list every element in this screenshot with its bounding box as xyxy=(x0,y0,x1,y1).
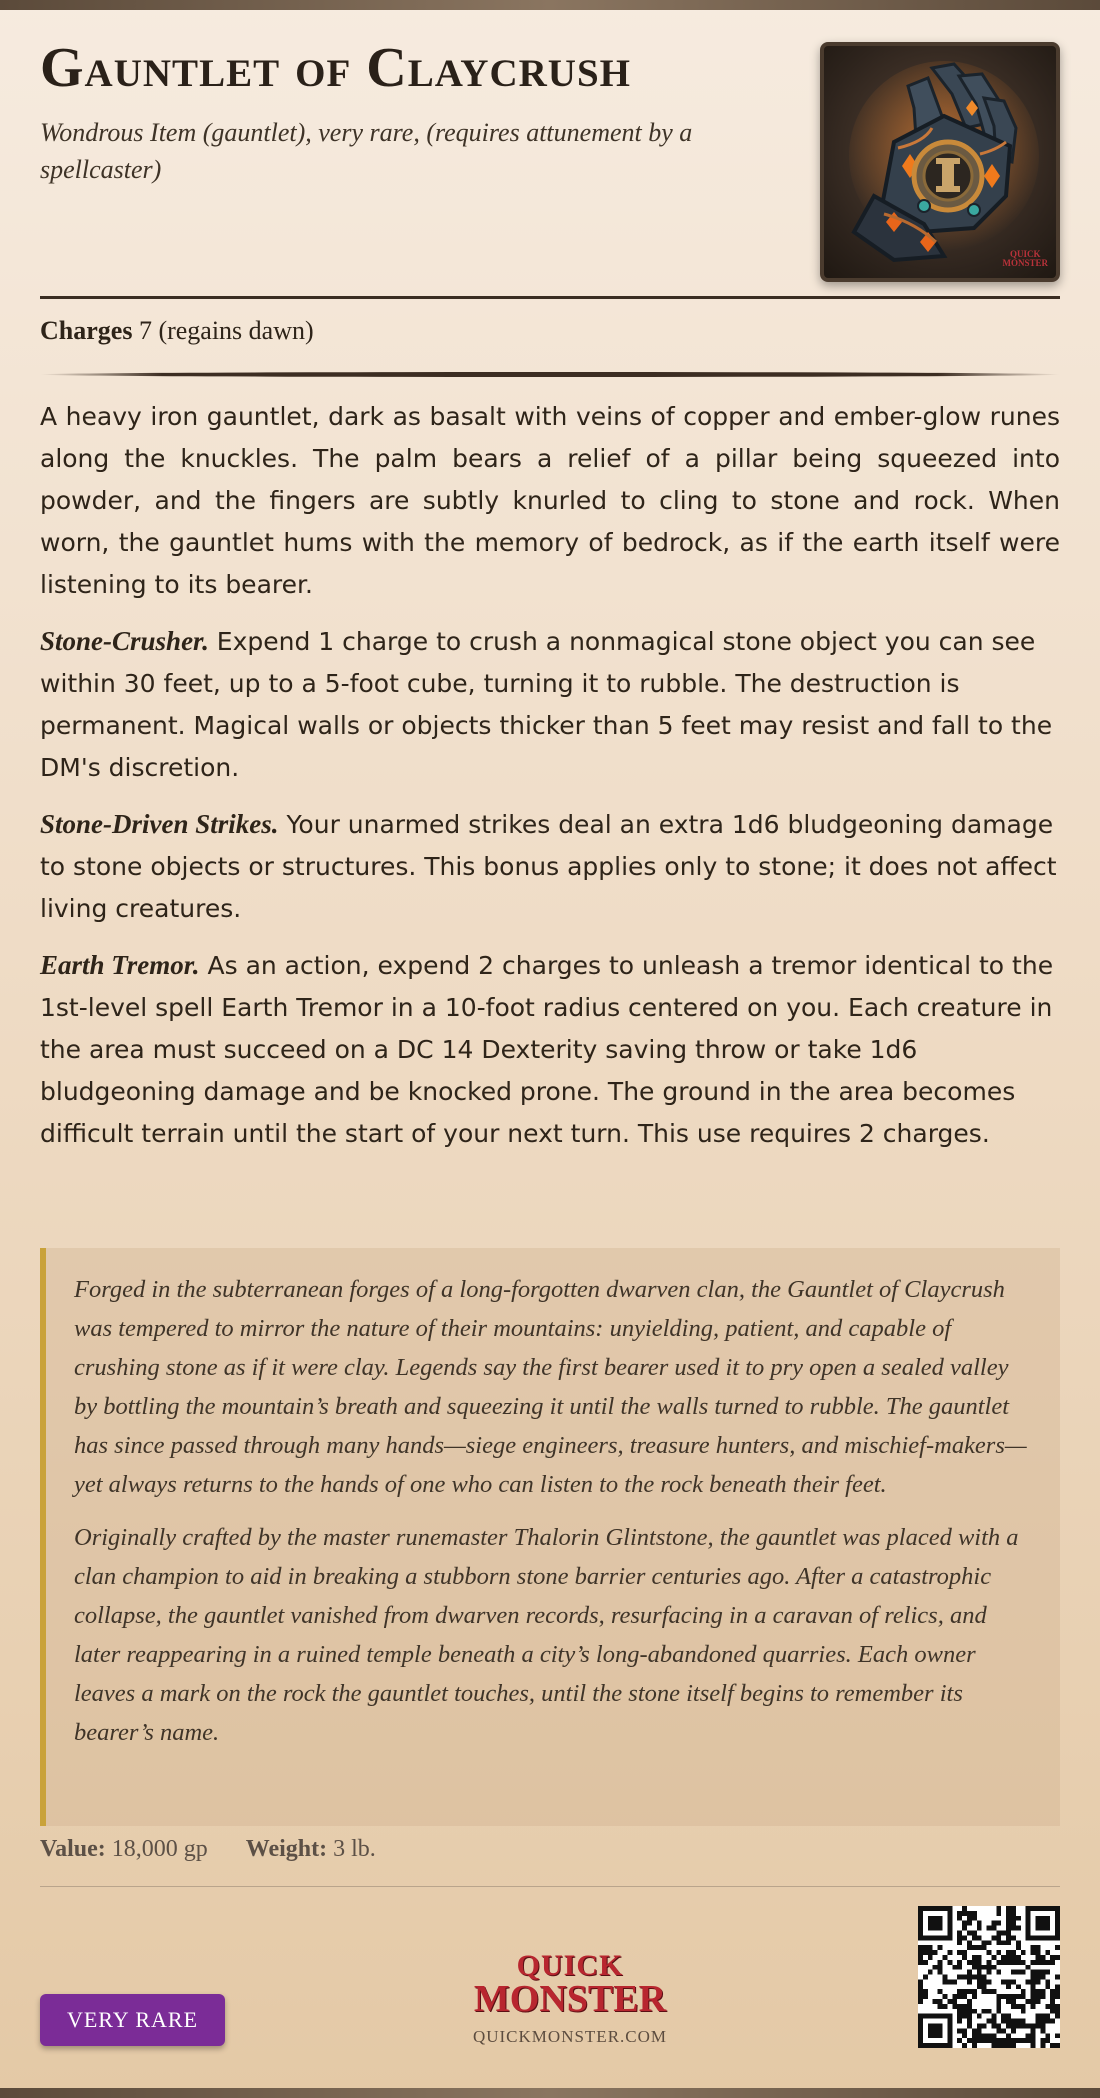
value-label: Value: xyxy=(40,1836,106,1862)
item-description: A heavy iron gauntlet, dark as basalt with veins of copper and ember-glow runes along the knuckles. The palm bears a relief of a pillar being squeezed into powder, and the fingers are subtly knurled to cling to stone and rock. When worn, the gauntlet hums with the memory of bedrock, as if the earth itself were listening to its bearer. xyxy=(40,402,1060,599)
lore-paragraph: Forged in the subterranean forges of a long-forgotten dwarven clan, the Gauntlet of Claycrush was tempered to mirror the nature of their mountains: unyielding, patient, and capable of crushing stone as if it were clay. Legends say the first bearer used it to pry open a sealed valley by bottling the mountain’s breath and squeezing it until the walls turned to rubble. The gauntlet has since passed through many hands—siege engineers, treasure hunters, and mischief-makers—yet always returns to the hands of one who can listen to the rock beneath their feet. xyxy=(74,1276,1027,1498)
item-portrait xyxy=(820,42,1060,282)
bottom-border xyxy=(0,2088,1100,2098)
item-body xyxy=(40,396,1060,1169)
item-subtitle: Wondrous Item (gauntlet), very rare, (requires attunement by a spellcaster) xyxy=(40,117,693,185)
feature-name: Earth Tremor. xyxy=(40,950,200,980)
value-amount: 18,000 gp xyxy=(111,1836,208,1862)
logo-line-quick: QUICK xyxy=(516,1949,624,1982)
qr-code-graphic xyxy=(918,1906,1060,2048)
brand-logo[interactable] xyxy=(470,1949,670,2047)
feature-text: As an action, expend 2 charges to unleash a tremor identical to the 1st-level spell Earth Tremor in a 10-foot radius centered on you. Each creature in the area must succeed on a DC 14 Dexterity saving throw or take 1d6 bludgeoning damage and be knocked prone. The ground in the area becomes difficult terrain until the start of your next turn. This use requires 2 charges. xyxy=(40,951,1054,1148)
weight-amount: 3 lb. xyxy=(333,1836,376,1862)
rarity-badge[interactable]: VERY RARE xyxy=(40,1994,225,2046)
feature-name: Stone-Driven Strikes. xyxy=(40,809,279,839)
item-meta xyxy=(40,1836,376,1863)
feature-text: Expend 1 charge to crush a nonmagical stone object you can see within 30 feet, up to a 5-foot cube, turning it to rubble. The destruction is permanent. Magical walls or objects thicker than 5 feet may resist and fall to the DM's discretion. xyxy=(40,627,1053,782)
section-divider xyxy=(40,372,1060,377)
site-link[interactable]: QUICKMONSTER.COM xyxy=(472,2026,668,2046)
item-header xyxy=(40,38,800,189)
charges-line xyxy=(40,316,314,346)
lore-paragraph: Originally crafted by the master runemaster Thalorin Glintstone, the gauntlet was placed with a clan champion to aid in breaking a stubborn stone barrier centuries ago. After a catastrophic collapse, the gauntlet vanished from dwarven records, resurfacing in a caravan of relics, and later reappearing in a ruined temple beneath a city’s long-abandoned quarries. Each owner leaves a mark on the rock the gauntlet touches, until the stone itself begins to remember its bearer’s name. xyxy=(74,1524,1019,1746)
gauntlet-illustration xyxy=(824,46,1056,278)
header-divider xyxy=(40,296,1060,299)
feature-name: Stone-Crusher. xyxy=(40,626,209,656)
logo-line-monster: MONSTER xyxy=(473,1977,667,2020)
charges-label: Charges xyxy=(40,316,133,345)
item-title: Gauntlet of Claycrush xyxy=(40,37,631,99)
lore-block xyxy=(40,1248,1060,1826)
footer-divider xyxy=(40,1886,1060,1887)
charges-value: 7 (regains dawn) xyxy=(138,316,314,345)
feature-earth-tremor xyxy=(40,944,1060,1155)
feature-stone-driven-strikes xyxy=(40,803,1060,930)
item-card xyxy=(40,10,1060,2088)
feature-stone-crusher xyxy=(40,620,1060,789)
top-border xyxy=(0,0,1100,10)
qr-code-icon[interactable] xyxy=(918,1906,1060,2048)
feature-text: Your unarmed strikes deal an extra 1d6 bludgeoning damage to stone objects or structures. This bonus applies only to stone; it does not affect living creatures. xyxy=(40,810,1057,923)
portrait-watermark: QUICK MONSTER xyxy=(1002,249,1048,268)
weight-label: Weight: xyxy=(245,1836,328,1862)
